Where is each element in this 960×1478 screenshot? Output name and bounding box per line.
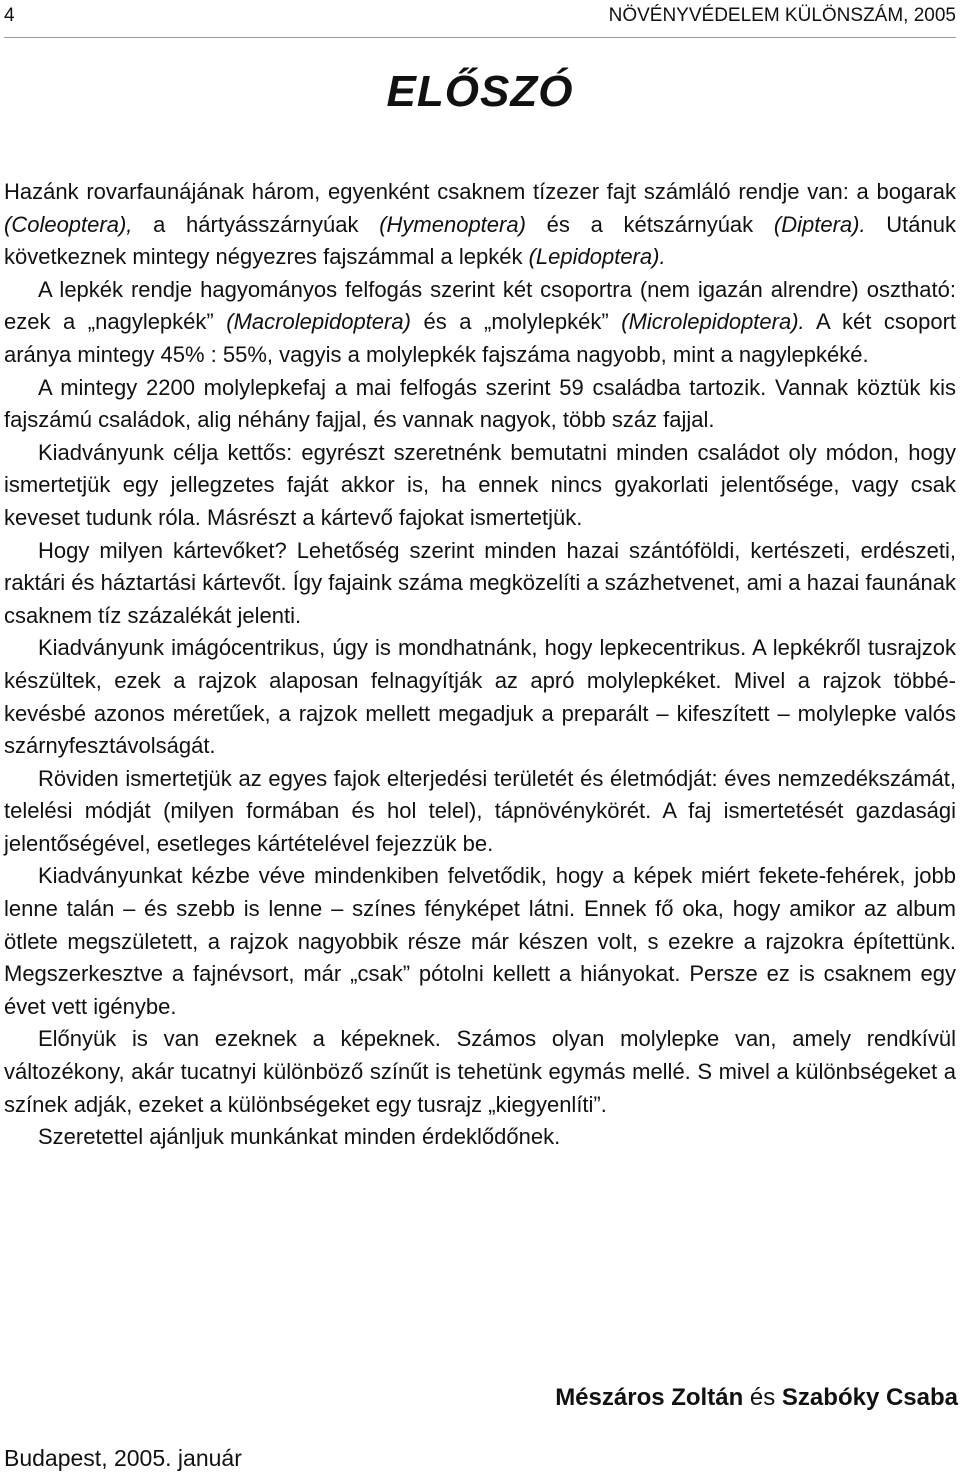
text-run: A lepkék rendje hagyományos felfogás szerint két csoportra (nem igazán alrendre) osztható: ezek a „nagylepkék” [4,276,956,335]
body-text [4,176,956,1154]
page-header [4,4,956,28]
page-title: ELŐSZÓ [386,67,574,116]
text-run: Hazánk rovarfaunájának három, egyenként csaknem tízezer fajt számláló rendje van: a bogarak [4,179,956,204]
paragraph-8: Kiadványunkat kézbe véve mindenkiben felvetődik, hogy a képek miért fekete-fehérek, jobb lenne talán – és szebb is lenne – színes fényképet látni. Ennek fő oka, hogy amikor az album ötlete megszületett, a rajzok nagyobbik része már készen volt, s ezekre a rajzokra építettünk. Megszerkesztve a fajnévsort, már „csak” pótolni kellett a hiányokat. Persze ez is csaknem egy évet vett igénybe. [4,863,956,1019]
latin-name: (Lepidoptera). [528,244,666,270]
paragraph-6: Kiadványunk imágócentrikus, úgy is mondhatnánk, hogy lepkecentrikus. A lepkékről tusrajzok készültek, ezek a rajzok alaposan felnagyítják az apró molylepkéket. Mivel a rajzok többé-kevésbé azonos méretűek, a rajzok mellett megadjuk a preparált – kifeszített – molylepke valós szárnyfesztávolságát. [4,635,956,759]
latin-name: (Hymenoptera) [379,211,526,237]
paragraph-10: Szeretettel ajánljuk munkánkat minden érdeklődőnek. [38,1124,561,1150]
running-head: NÖVÉNYVÉDELEM KÜLÖNSZÁM, 2005 [608,5,956,26]
header-rule [4,37,956,38]
text-run: és a kétszárnyúak [525,211,774,237]
paragraph-3: A mintegy 2200 molylepkefaj a mai felfogás szerint 59 családba tartozik. Vannak köztük kis fajszámú családok, alig néhány fajjal, és vannak nagyok, több száz fajjal. [4,374,956,433]
latin-name: (Coleoptera), [4,211,133,237]
paragraph-9: Előnyük is van ezeknek a képeknek. Számos olyan molylepke van, amely rendkívül változékony, akár tucatnyi különböző színűt is tehetünk egymás mellé. S mivel a különbségeket a színek adják, ezeket a különbségeket egy tusrajz „kiegyenlíti”. [4,1026,956,1117]
text-run: A két csoport aránya mintegy 45% : 55%, vagyis a molylepkék fajszáma nagyobb, mint a nagylepkéké. [4,309,957,367]
text-run: Utánuk következnek mintegy négyezres fajszámmal a lepkék [4,211,957,270]
latin-name: (Microlepidoptera). [621,309,805,335]
paragraph-1 [4,176,956,274]
conjunction: és [743,1384,782,1411]
latin-name: (Diptera). [773,211,866,237]
paragraph-5: Hogy milyen kártevőket? Lehetőség szerint minden hazai szántóföldi, kertészeti, erdészeti, raktári és háztartási kártevőt. Így fajaink száma megközelíti a százhetvenet, ami a hazai faunának csaknem tíz százalékát jelenti. [4,537,956,628]
author-name: Mészáros Zoltán [555,1384,744,1411]
text-run: a hártyásszárnyúak [132,211,380,237]
page-number: 4 [4,5,15,26]
paragraph-4: Kiadványunk célja kettős: egyrészt szeretnénk bemutatni minden családot oly módon, hogy ismertetjük egy jellegzetes faját akkor is, ha ennek nincs gyakorlati jelentősége, vagy csak keveset tudunk róla. Másrészt a kártevő fajokat ismertetjük. [4,439,956,530]
text-run: és a „molylepkék” [410,309,622,335]
latin-name: (Macrolepidoptera) [226,309,411,335]
author-name: Szabóky Csaba [781,1384,958,1411]
paragraph-2 [4,274,956,372]
paragraph-7: Röviden ismertetjük az egyes fajok elterjedési területét és életmódját: éves nemzedékszámát, telelési módját (milyen formában és hol telel), tápnövénykörét. A faj ismertetését gazdasági jelentőségével, esetleges kártételével fejezzük be. [4,765,956,856]
signature [555,1382,958,1414]
dateline: Budapest, 2005. január [4,1445,242,1471]
